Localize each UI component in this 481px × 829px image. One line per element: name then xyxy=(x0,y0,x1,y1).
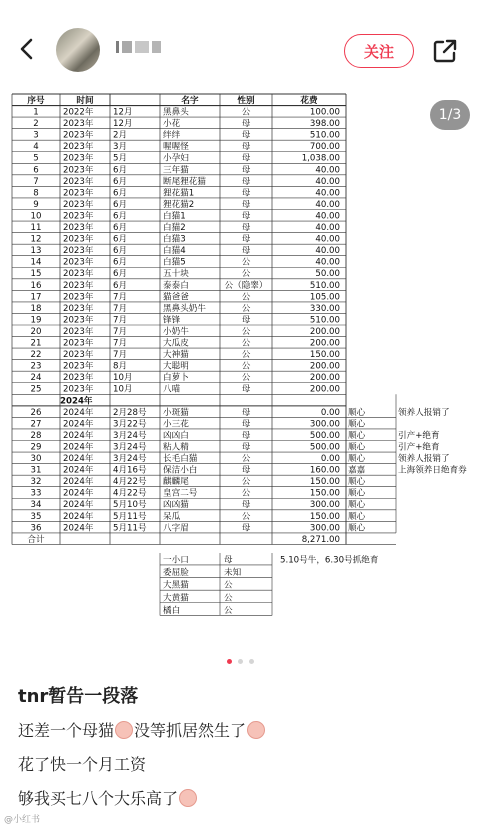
carousel-dot-2[interactable] xyxy=(238,659,243,664)
cell-sex: 母 xyxy=(241,430,251,441)
extra-name: 橘白 xyxy=(163,605,181,616)
cell-adopter: 顺心 xyxy=(348,500,366,511)
cell-index: 12 xyxy=(30,234,42,245)
cell-name: 猫爸爸 xyxy=(163,292,189,303)
cell-year: 2024年 xyxy=(63,477,94,488)
header-cell: 花费 xyxy=(300,96,318,107)
cell-sex: 母 xyxy=(241,465,251,476)
cell-year: 2023年 xyxy=(63,165,94,176)
cell-index: 31 xyxy=(30,465,42,476)
cell-month: 7月 xyxy=(113,292,128,303)
cell-name: 三年猫 xyxy=(163,165,189,176)
cell-name: 八字眉 xyxy=(163,523,189,534)
cell-adopter: 顺心 xyxy=(348,430,366,441)
cell-cost: 1,038.00 xyxy=(301,153,340,164)
cell-year: 2023年 xyxy=(63,176,94,187)
cell-year: 2023年 xyxy=(63,119,94,130)
cell-index: 7 xyxy=(33,176,39,187)
cell-cost: 8,271.00 xyxy=(301,534,340,545)
cell-index: 33 xyxy=(30,488,42,499)
cell-sex: 公 xyxy=(241,257,251,268)
cell-index: 1 xyxy=(33,107,39,118)
cell-month: 3月 xyxy=(113,142,128,153)
back-icon[interactable] xyxy=(14,36,40,62)
cell-cost: 200.00 xyxy=(309,384,340,395)
carousel-dots[interactable] xyxy=(0,655,481,667)
cell-sex: 母 xyxy=(241,442,251,453)
cell-year: 2023年 xyxy=(63,234,94,245)
cell-index: 15 xyxy=(30,269,42,280)
cell-name: 喔喔怪 xyxy=(163,142,189,153)
cell-year: 2024年 xyxy=(63,430,94,441)
cell-cost: 510.00 xyxy=(309,280,340,291)
cell-year: 2024年 xyxy=(63,465,94,476)
year-separator: 2024年 xyxy=(60,396,93,407)
cell-index: 18 xyxy=(30,303,42,314)
cell-sex: 公 xyxy=(241,488,251,499)
header-cell: 序号 xyxy=(27,96,45,107)
cell-index: 11 xyxy=(30,223,42,233)
cell-year: 2023年 xyxy=(63,338,94,349)
cell-cost: 40.00 xyxy=(315,165,340,176)
cell-note: 引产+绝育 xyxy=(398,442,440,453)
cell-month: 6月 xyxy=(113,211,128,222)
cell-index: 22 xyxy=(30,350,42,361)
cell-year: 2023年 xyxy=(63,361,94,372)
cell-name: 白猫5 xyxy=(163,257,186,268)
cell-sex: 母 xyxy=(241,407,251,418)
cell-cost: 100.00 xyxy=(309,107,340,118)
cell-year: 2023年 xyxy=(63,350,94,361)
cell-cost: 150.00 xyxy=(309,350,340,361)
cell-month: 7月 xyxy=(113,338,128,349)
cell-month: 7月 xyxy=(113,315,128,326)
cell-sex: 公 xyxy=(241,326,251,337)
cell-year: 2024年 xyxy=(63,419,94,430)
cell-month: 7月 xyxy=(113,350,128,361)
cell-cost: 40.00 xyxy=(315,234,340,245)
cell-name: 皇宫二号 xyxy=(163,488,198,499)
cell-adopter: 顺心 xyxy=(348,419,366,430)
cell-month: 10月 xyxy=(113,384,133,395)
cell-year: 2023年 xyxy=(63,303,94,314)
cell-index: 14 xyxy=(30,257,42,268)
cell-sex: 公 xyxy=(241,292,251,303)
cell-year: 2024年 xyxy=(63,488,94,499)
share-icon[interactable] xyxy=(432,38,458,64)
cell-month: 3月22号 xyxy=(113,419,147,430)
cell-sex: 母 xyxy=(241,384,251,395)
cell-index: 27 xyxy=(30,419,42,430)
cell-cost: 0.00 xyxy=(320,454,340,464)
cell-cost: 200.00 xyxy=(309,326,340,337)
cell-adopter: 顺心 xyxy=(348,511,366,522)
cell-sex: 公 xyxy=(241,269,251,280)
cell-index: 5 xyxy=(33,153,39,164)
cell-name: 凶凶猫 xyxy=(163,500,189,511)
cell-year: 2023年 xyxy=(63,142,94,153)
cell-cost: 40.00 xyxy=(315,257,340,268)
cell-sex: 母 xyxy=(241,315,251,326)
cell-month: 4月22号 xyxy=(113,477,147,488)
cell-name: 狸花猫1 xyxy=(163,188,195,199)
crying-face-icon xyxy=(247,721,265,739)
header-cell: 时间 xyxy=(76,96,94,107)
watermark: @小红书 xyxy=(4,815,41,825)
cell-index: 32 xyxy=(30,477,42,488)
cell-name: 呆瓜 xyxy=(163,511,181,522)
cell-month: 6月 xyxy=(113,234,128,245)
cell-month: 12月 xyxy=(113,107,133,118)
cell-month: 6月 xyxy=(113,199,128,210)
spreadsheet-table xyxy=(0,84,481,650)
cell-sex: 母 xyxy=(241,199,251,210)
post-title: tnr暂告一段落 xyxy=(18,686,139,707)
cell-name: 狸花猫2 xyxy=(163,199,195,210)
cell-cost: 40.00 xyxy=(315,188,340,199)
cell-name: 大神猫 xyxy=(163,350,189,361)
cell-year: 2023年 xyxy=(63,373,94,384)
cell-sex: 公 xyxy=(241,454,251,464)
cell-month: 2月28号 xyxy=(113,407,147,418)
cell-sex: 母 xyxy=(241,211,251,222)
cell-index: 2 xyxy=(33,119,39,130)
author-name-blurred[interactable] xyxy=(116,40,164,54)
cell-month: 6月 xyxy=(113,223,128,233)
cell-index: 29 xyxy=(30,442,42,453)
cell-sex: 公 xyxy=(241,477,251,488)
cell-index: 25 xyxy=(30,384,42,395)
cell-sex: 公（隐睾） xyxy=(224,280,268,291)
cell-index: 6 xyxy=(33,165,39,176)
cell-adopter: 嘉嘉 xyxy=(348,465,366,476)
cell-year: 2024年 xyxy=(63,454,94,464)
cell-name: 小三花 xyxy=(163,419,189,430)
cell-sex: 母 xyxy=(241,234,251,245)
cell-cost: 150.00 xyxy=(309,511,340,522)
cell-year: 2023年 xyxy=(63,211,94,222)
cell-year: 2024年 xyxy=(63,523,94,534)
cell-index: 19 xyxy=(30,315,42,326)
cell-index: 34 xyxy=(30,500,42,511)
cell-cost: 40.00 xyxy=(315,176,340,187)
carousel-dot-3[interactable] xyxy=(249,659,254,664)
cell-name: 绊绊 xyxy=(163,130,181,141)
cell-sex: 母 xyxy=(241,223,251,233)
cell-index: 28 xyxy=(30,430,42,441)
carousel-dot-1[interactable] xyxy=(227,659,232,664)
cell-year: 2023年 xyxy=(63,292,94,303)
cell-cost: 105.00 xyxy=(309,292,340,303)
cell-month: 4月16号 xyxy=(113,465,147,476)
cell-adopter: 顺心 xyxy=(348,407,366,418)
post-line-2: 花了快一个月工资 xyxy=(18,755,147,774)
cell-sex: 公 xyxy=(241,373,251,384)
cell-sex: 母 xyxy=(241,246,251,257)
cell-cost: 200.00 xyxy=(309,373,340,384)
cell-name: 大聪明 xyxy=(163,361,189,372)
cell-name: 大瓜皮 xyxy=(163,338,189,349)
cell-cost: 40.00 xyxy=(315,223,340,233)
cell-year: 2023年 xyxy=(63,257,94,268)
cell-year: 2023年 xyxy=(63,384,94,395)
cell-cost: 510.00 xyxy=(309,315,340,326)
cell-name: 小孕妇 xyxy=(163,153,189,164)
cell-index: 13 xyxy=(30,246,42,257)
cell-index: 3 xyxy=(33,130,39,141)
cell-index: 合计 xyxy=(27,534,45,545)
cell-adopter: 顺心 xyxy=(348,488,366,499)
cell-name: 粘人精 xyxy=(163,442,189,453)
cell-name: 五十块 xyxy=(163,269,189,280)
cell-cost: 200.00 xyxy=(309,338,340,349)
cell-month: 3月24号 xyxy=(113,442,147,453)
cell-month: 6月 xyxy=(113,176,128,187)
cell-year: 2024年 xyxy=(63,500,94,511)
cell-cost: 510.00 xyxy=(309,130,340,141)
cell-month: 5月11号 xyxy=(113,523,147,534)
cell-sex: 母 xyxy=(241,176,251,187)
extra-note: 5.10号牛，6.30号抓绝育 xyxy=(280,555,379,566)
cell-note: 上海领养日绝育券 xyxy=(398,465,467,476)
extra-sex: 未知 xyxy=(224,568,242,579)
cell-month: 3月24号 xyxy=(113,430,147,441)
cell-sex: 母 xyxy=(241,142,251,153)
cell-cost: 50.00 xyxy=(315,269,340,280)
extra-sex: 公 xyxy=(224,605,233,616)
post-line-3: 够我买七八个大乐高了 xyxy=(18,786,198,809)
cell-adopter: 顺心 xyxy=(348,477,366,488)
cell-month: 7月 xyxy=(113,303,128,314)
cell-cost: 300.00 xyxy=(309,419,340,430)
cell-cost: 160.00 xyxy=(309,465,340,476)
cell-cost: 40.00 xyxy=(315,199,340,210)
cell-index: 23 xyxy=(30,361,42,372)
cell-index: 10 xyxy=(30,211,42,222)
cell-index: 4 xyxy=(33,142,39,153)
extra-name: 大黄猫 xyxy=(163,593,189,604)
cell-cost: 40.00 xyxy=(315,211,340,222)
cell-month: 5月11号 xyxy=(113,511,147,522)
cell-sex: 母 xyxy=(241,188,251,199)
cell-name: 小奶牛 xyxy=(163,326,189,337)
cell-month: 12月 xyxy=(113,119,133,130)
cell-index: 36 xyxy=(30,523,42,534)
cell-month: 2月 xyxy=(113,130,128,141)
cell-cost: 0.00 xyxy=(320,407,340,418)
cell-sex: 公 xyxy=(241,338,251,349)
extra-sex: 公 xyxy=(224,593,233,604)
cell-sex: 母 xyxy=(241,419,251,430)
cell-name: 小斑猫 xyxy=(163,407,189,418)
cell-name: 白猫3 xyxy=(163,234,186,245)
cell-name: 保洁小白 xyxy=(163,465,198,476)
cell-year: 2023年 xyxy=(63,269,94,280)
cell-year: 2023年 xyxy=(63,223,94,233)
cell-name: 黑鼻头奶牛 xyxy=(163,303,206,314)
cell-name: 白猫4 xyxy=(163,246,186,257)
image-page-indicator: 1/3 xyxy=(430,100,470,130)
cell-year: 2023年 xyxy=(63,199,94,210)
cell-cost: 300.00 xyxy=(309,500,340,511)
cell-sex: 公 xyxy=(241,511,251,522)
avatar[interactable] xyxy=(56,28,100,72)
cell-year: 2022年 xyxy=(63,107,94,118)
post-line-1: 还差一个母猫 没等抓居然生了 xyxy=(18,718,266,741)
cell-adopter: 顺心 xyxy=(348,523,366,534)
cell-year: 2023年 xyxy=(63,326,94,337)
cell-name: 八喵 xyxy=(163,384,181,395)
cell-sex: 公 xyxy=(241,107,251,118)
cell-sex: 母 xyxy=(241,119,251,130)
cell-month: 6月 xyxy=(113,280,128,291)
cell-year: 2023年 xyxy=(63,188,94,199)
cell-year: 2023年 xyxy=(63,246,94,257)
cell-year: 2023年 xyxy=(63,130,94,141)
cell-year: 2023年 xyxy=(63,280,94,291)
cell-name: 断尾狸花猫 xyxy=(163,176,206,187)
sad-face-icon xyxy=(179,789,197,807)
cell-month: 10月 xyxy=(113,373,133,384)
cell-year: 2023年 xyxy=(63,153,94,164)
extra-sex: 母 xyxy=(224,555,233,566)
cell-note: 引产+绝育 xyxy=(398,430,440,441)
cell-sex: 公 xyxy=(241,350,251,361)
extra-name: 大黑猫 xyxy=(163,580,189,591)
cell-cost: 398.00 xyxy=(309,119,340,130)
cell-sex: 母 xyxy=(241,130,251,141)
cell-note: 领养人报销了 xyxy=(398,407,450,418)
cell-cost: 500.00 xyxy=(309,442,340,453)
cell-name: 小花 xyxy=(163,119,181,130)
cell-sex: 公 xyxy=(241,303,251,314)
cell-sex: 母 xyxy=(241,165,251,176)
header-cell: 性别 xyxy=(237,96,255,107)
cell-index: 16 xyxy=(30,280,42,291)
cell-cost: 150.00 xyxy=(309,477,340,488)
cell-cost: 330.00 xyxy=(309,303,340,314)
cell-month: 5月 xyxy=(113,153,128,164)
extra-name: 一小口 xyxy=(163,555,189,566)
cell-month: 6月 xyxy=(113,165,128,176)
cell-index: 17 xyxy=(30,292,42,303)
cell-cost: 200.00 xyxy=(309,361,340,372)
follow-button[interactable]: 关注 xyxy=(344,34,414,68)
cell-index: 30 xyxy=(30,454,42,464)
cell-sex: 母 xyxy=(241,153,251,164)
crying-face-icon xyxy=(115,721,133,739)
cell-month: 5月10号 xyxy=(113,500,147,511)
cell-year: 2024年 xyxy=(63,407,94,418)
cell-cost: 150.00 xyxy=(309,488,340,499)
cell-index: 8 xyxy=(33,188,39,199)
cell-name: 白萝卜 xyxy=(163,373,189,384)
cell-month: 7月 xyxy=(113,326,128,337)
cell-name: 黑鼻头 xyxy=(163,107,189,118)
cell-year: 2023年 xyxy=(63,315,94,326)
cell-adopter: 顺心 xyxy=(348,442,366,453)
header-cell: 名字 xyxy=(181,96,199,107)
cell-month: 6月 xyxy=(113,269,128,280)
cell-month: 8月 xyxy=(113,361,128,372)
cell-name: 麒麟尾 xyxy=(163,477,189,488)
cell-name: 泰泰白 xyxy=(163,280,189,291)
cell-note: 领养人报销了 xyxy=(398,454,450,464)
cell-month: 6月 xyxy=(113,246,128,257)
cell-month: 6月 xyxy=(113,257,128,268)
cell-cost: 700.00 xyxy=(309,142,340,153)
cell-index: 26 xyxy=(30,407,42,418)
cell-index: 9 xyxy=(33,199,39,210)
cell-name: 白猫1 xyxy=(163,211,186,222)
cell-year: 2024年 xyxy=(63,442,94,453)
cell-sex: 公 xyxy=(241,361,251,372)
cell-cost: 500.00 xyxy=(309,430,340,441)
extra-name: 委屈脸 xyxy=(163,568,189,579)
cell-index: 24 xyxy=(30,373,42,384)
cell-sex: 母 xyxy=(241,523,251,534)
spreadsheet-image[interactable] xyxy=(0,84,481,650)
cell-name: 白猫2 xyxy=(163,223,186,233)
cell-month: 6月 xyxy=(113,188,128,199)
cell-cost: 300.00 xyxy=(309,523,340,534)
cell-name: 长毛白猫 xyxy=(163,454,198,464)
cell-sex: 母 xyxy=(241,500,251,511)
cell-adopter: 顺心 xyxy=(348,454,366,464)
cell-index: 20 xyxy=(30,326,42,337)
cell-year: 2024年 xyxy=(63,511,94,522)
extra-sex: 公 xyxy=(224,580,233,591)
cell-index: 35 xyxy=(30,511,42,522)
cell-cost: 40.00 xyxy=(315,246,340,257)
cell-name: 凶凶白 xyxy=(163,430,189,441)
cell-month: 3月24号 xyxy=(113,454,147,464)
cell-index: 21 xyxy=(30,338,42,349)
cell-month: 4月22号 xyxy=(113,488,147,499)
cell-name: 锋锋 xyxy=(163,315,181,326)
